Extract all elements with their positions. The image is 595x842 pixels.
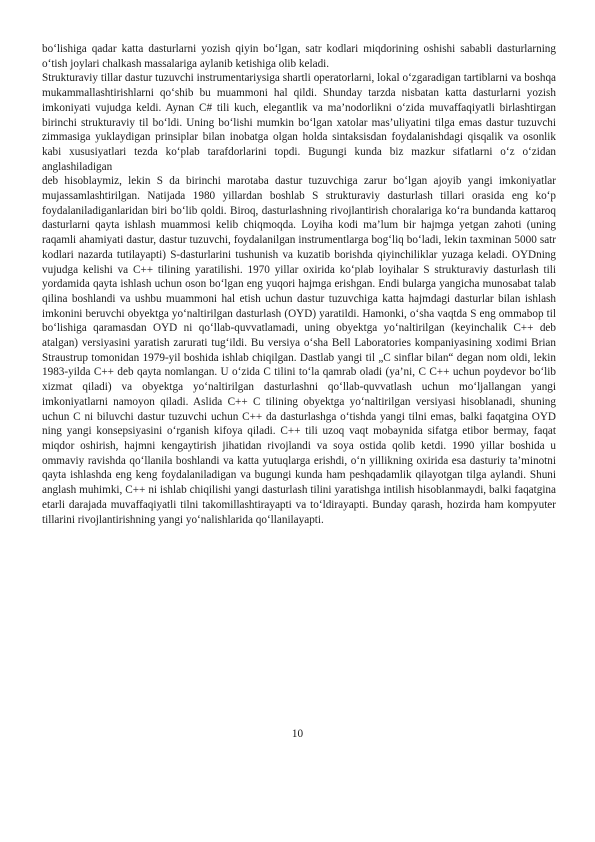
paragraph-oop-cpp: deb hisoblaymiz, lekin S da birinchi marotaba dastur tuzuvchiga zarur bo‘lgan ajoyib yangi imkoniyatlar mujassamlashtirilgan. Natijada 1980 yillardan boshlab S strukturaviy dasturlash tillari orasida eng ko‘p foydalaniladiganlaridan biri bo‘lib qoldi. Biroq, dasturlashning rivojlantirish choralariga ko‘ra bundanda kattaroq dasturlarni qayta ishlash muammosi kelib chiqmoqda. Loyiha kodi ma’lum bir hajmga yetgan zahoti (uning raqamli ahamiyati dastur, dastur tuzuvchi, foydalanilgan instrumentlarga bog‘liq bo‘ladi, lekin taxminan 5000 satr kodlari nazarda tutilayapti) S-dasturlarini tushunish va kuzatib borishda qiyinchiliklar yuzaga keladi. OYDning vujudga kelishi va C++ tilining yaratilishi. 1970 yillar oxirida ko‘plab loyihalar S strukturaviy dasturlash tili yordamida qayta ishlash uchun oson bo‘lgan eng yuqori hajmga erishgan. Endi bularga yangicha munosabat talab qilina boshlandi va ushbu muammoni hal etish uchun dastur tuzuvchiga katta hajmdagi dasturlar bilan ishlash imkonini beruvchi obyektga yo‘naltirilgan dasturlash (OYD) yaratildi. Hamonki, o‘sha vaqtda S eng ommabop til bo‘lishiga qaramasdan OYD ni qo‘llab-quvvatlamadi, uning obyektga yo‘naltirilgan (keyinchalik C++ deb atalgan) versiyasini yaratish zarurati tug‘ildi. Bu versiya o‘sha Bell Laboratories kompaniyasining xodimi Brian Straustrup tomonidan 1979-yil boshida ishlab chiqilgan. Dastlab yangi til „C sinflar bilan“ degan nom oldi, lekin 1983-yilda C++ deb qayta nomlangan. U o‘zida C tilini to‘la qamrab oladi (ya’ni, C C++ uchun poydevor bo‘lib xizmat qiladi) va obyektga yo‘naltirilgan dasturlashni qo‘llab-quvvatlash uchun mo‘ljallangan yangi imkoniyatlarni namoyon qiladi. Aslida C++ C tilining obyektga yo‘naltirilgan versiyasi hisoblanadi, shuning uchun C ni biluvchi dastur tuzuvchi uchun C++ da dasturlashga o‘tishda yangi tilni emas, balki faqatgina OYD ning yangi konsepsiyasini o‘rganish kifoya qiladi. C++ tili uzoq vaqt mobaynida sifatga etibor bermay, faqat miqdor oshirish, hajmni kengaytirish jihatidan rivojlandi va soya ostida qolib ketdi. 1990 yillar boshida u ommaviy ravishda qo‘llanila boshlandi va katta yutuqlarga erishdi, o‘n yillikning oxirida esa dasturiy ta’minotni qayta ishlashda eng keng foydalaniladigan va bugungi kunda ham peshqadamlik qilayotgan tilga aylandi. Shuni anglash muhimki, C++ ni ishlab chiqilishi yangi dasturlash tilini yaratishga intilish hisoblanmaydi, balki faqatgina etarli darajada muvaffaqiyatli tilni takomillashtirayapti va to‘ldirayapti. Bunday qarash, hozirda ham kompyuter tillarini rivojlantirishning yangi yo‘nalishlarida qo‘llanilayapti. [42, 175, 556, 526]
page-number: 10 [291, 728, 304, 740]
document-page [42, 42, 556, 527]
paragraph-structural-languages: Strukturaviy tillar dastur tuzuvchi instrumentariysiga shartli operatorlarni, lokal o‘zgaradigan tartiblarni va boshqa mukammallashtirishlarni qo‘shib bu muammoni hal qildi. Shunday tarzda nisbatan katta dasturlarni yozish imkoniyati vujudga keldi. Aynan C# tili kuch, elegantlik va ma’nodorlikni o‘zida muvaffaqiyatli birlashtirgan birinchi strukturaviy til bo‘ldi. Uning bo‘lishi mumkin bo‘lgan xatolar mas’uliyatini tilga emas dastur tuzuvchi zimmasiga yuklaydigan prinsiplar bilan inobatga olgan holda sintaksisdan foydalanishdagi qisqalik va osonlik kabi xususiyatlari tezda ko‘plab tarafdorlarini topdi. Bugungi kunda biz mazkur sifatlarni o‘z o‘zidan anglashiladigan [42, 72, 556, 173]
paragraph-intro: bo‘lishiga qadar katta dasturlarni yozish qiyin bo‘lgan, satr kodlari miqdorining oshishi sababli dasturlarning o‘tish joylari chalkash massalariga aylanib ketishiga olib keladi. [42, 43, 556, 70]
